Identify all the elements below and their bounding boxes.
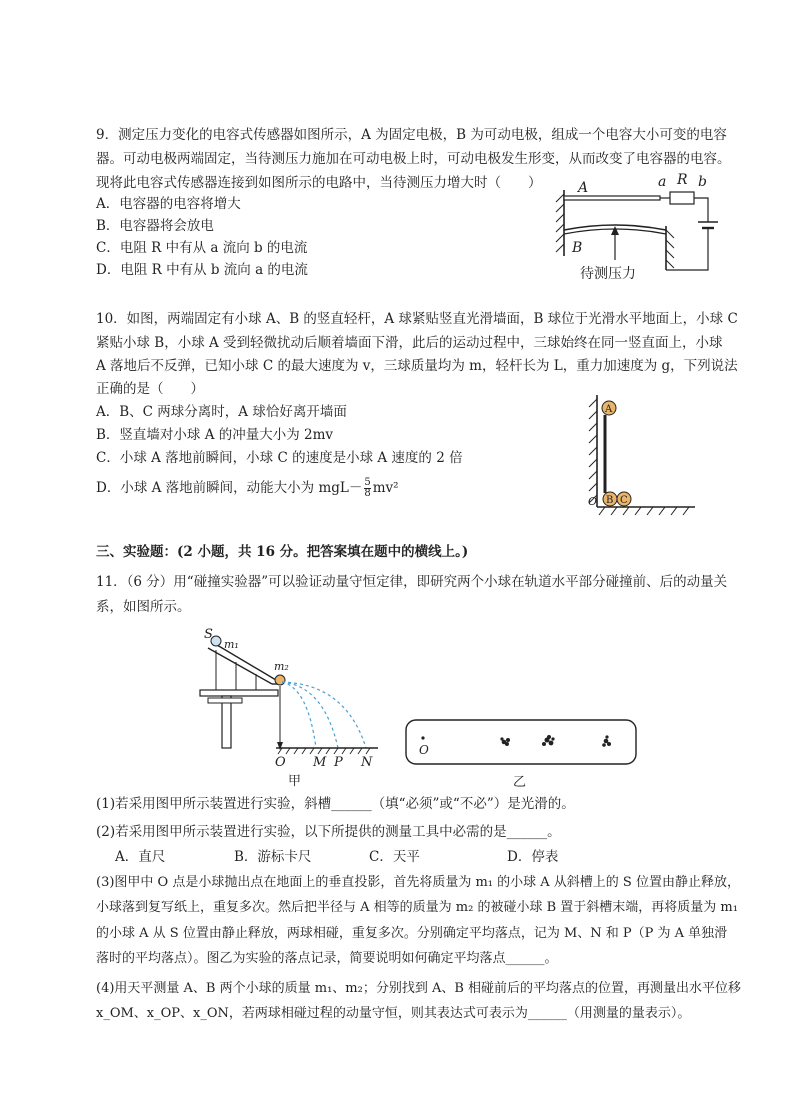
q10-option-d-prefix: D．小球 A 落地前瞬间，动能大小为 mgL－ <box>96 480 363 496</box>
q11-label-M: M <box>313 755 327 770</box>
q10-stem-line-2: 紧贴小球 B，小球 A 受到轻微扰动后顺着墙面下滑，此后的运动过程中，三球始终在同一竖直面上，小球 <box>96 335 723 351</box>
q11-part-3-line-2: 小球落到复写纸上，重复多次。然后把半径与 A 相等的质量为 m₂ 的被碰小球 B 置于斜槽末端，再将质量为 m₁ <box>96 900 738 915</box>
q9-label-R: R <box>677 172 688 188</box>
q11-stem-line-2: 系，如图所示。 <box>96 599 191 615</box>
q11-label-S: S <box>204 627 213 642</box>
q11-part-3-line-3: 的小球 A 从 S 位置由静止释放，两球相碰，重复多次。分别确定平均落点，记为 M、N 和 P（P 为 A 单独滑 <box>96 926 728 941</box>
q10-fraction-numerator: 5 <box>364 477 371 488</box>
q11-figure-jia <box>196 628 386 788</box>
q9-label-b: b <box>698 174 707 190</box>
q11-p2-option-c[interactable]: C．天平 <box>369 849 420 865</box>
q11-yi-label-O: O <box>419 743 429 757</box>
q10-ball-C-label: C <box>620 495 628 506</box>
q11-label-O: O <box>275 755 286 770</box>
q11-p2-option-d[interactable]: D．停表 <box>507 849 559 865</box>
q11-label-m1: m₁ <box>224 638 239 651</box>
q11-part-4-line-2: x_OM、x_OP、x_ON，若两球相碰过程的动量守恒，则其表达式可表示为______（用测量的量表示）。 <box>96 1006 691 1021</box>
q9-option-c[interactable]: C．电阻 R 中有从 a 流向 b 的电流 <box>96 240 308 256</box>
q11-part-3-line-1: (3)图甲中 O 点是小球抛出点在地面上的垂直投影，首先将质量为 m₁ 的小球 A 从斜槽上的 S 位置由静止释放， <box>96 875 740 890</box>
q10-fraction-denominator: 8 <box>364 488 371 499</box>
q9-option-a[interactable]: A．电容器的电容将增大 <box>96 196 241 212</box>
q10-option-d-suffix: mv² <box>372 480 399 496</box>
q10-origin-label: O <box>588 495 598 508</box>
q11-figure-yi-caption: 乙 <box>513 775 527 790</box>
q10-option-d[interactable] <box>96 478 399 499</box>
q9-capacitor-circuit-figure <box>550 160 720 290</box>
q9-stem-line-3: 现将此电容式传感器连接到如图所示的电路中，当待测压力增大时（ ） <box>96 175 542 191</box>
q10-option-c[interactable]: C．小球 A 落地前瞬间，小球 C 的速度是小球 A 速度的 2 倍 <box>96 450 463 466</box>
q11-p2-option-a[interactable]: A．直尺 <box>115 849 166 865</box>
q10-ball-B-label: B <box>606 495 614 506</box>
q9-option-b[interactable]: B．电容器将会放电 <box>96 218 214 234</box>
q11-part-4-line-1: (4)用天平测量 A、B 两个小球的质量 m₁、m₂；分别找到 A、B 相碰前后的平均落点的位置，再测量出水平位移 <box>96 981 742 996</box>
q11-part-3-line-4: 落时的平均落点）。图乙为实验的落点记录，简要说明如何确定平均落点______。 <box>96 951 558 966</box>
q9-stem-line-2: 器。可动电极两端固定，当待测压力施加在可动电极上时，可动电极发生形变，从而改变了电容器的电容。 <box>96 151 731 167</box>
q11-label-P: P <box>334 755 343 770</box>
q10-option-a[interactable]: A．B、C 两球分离时，A 球恰好离开墙面 <box>96 404 347 420</box>
q9-label-B: B <box>572 240 583 256</box>
q11-label-m2: m₂ <box>274 660 289 673</box>
q10-stem-line-1: 10．如图，两端固定有小球 A、B 的竖直轻杆，A 球紧贴竖直光滑墙面，B 球位于光滑水平地面上，小球 C <box>96 311 738 327</box>
q9-label-A: A <box>578 180 589 196</box>
q10-option-d-fraction <box>364 478 370 499</box>
q11-label-N: N <box>361 755 373 770</box>
q10-rod-wall-figure <box>585 385 705 520</box>
q9-pressure-caption: 待测压力 <box>580 266 636 282</box>
q11-stem-line-1: 11．（6 分）用“碰撞实验器”可以验证动量守恒定律，即研究两个小球在轨道水平部分碰撞前、后的动量关 <box>96 574 728 590</box>
q9-stem-line-1: 9．测定压力变化的电容式传感器如图所示，A 为固定电极，B 为可动电极，组成一个电容大小可变的电容 <box>96 127 727 143</box>
q11-part-2: (2)若采用图甲所示装置进行实验，以下所提供的测量工具中必需的是______。 <box>96 824 561 840</box>
q9-label-a: a <box>658 174 667 190</box>
q11-p2-option-b[interactable]: B．游标卡尺 <box>234 849 312 865</box>
q10-stem-line-4: 正确的是（ ） <box>96 381 204 397</box>
q11-figure-yi <box>404 718 640 790</box>
section-3-title: 三、实验题：(2 小题，共 16 分。把答案填在题中的横线上。) <box>96 544 469 560</box>
q11-figure-jia-caption: 甲 <box>288 774 302 789</box>
q11-part-1: (1)若采用图甲所示装置进行实验，斜槽______（填“必须”或“不必”）是光滑的。 <box>96 796 575 812</box>
q10-ball-A-label: A <box>605 404 613 415</box>
q9-option-d[interactable]: D．电阻 R 中有从 b 流向 a 的电流 <box>96 262 308 278</box>
q10-option-b[interactable]: B．竖直墙对小球 A 的冲量大小为 2mv <box>96 427 334 443</box>
q10-stem-line-3: A 落地后不反弹，已知小球 C 的最大速度为 v，三球质量均为 m，轻杆长为 L，重力加速度为 g，下列说法 <box>96 358 738 374</box>
